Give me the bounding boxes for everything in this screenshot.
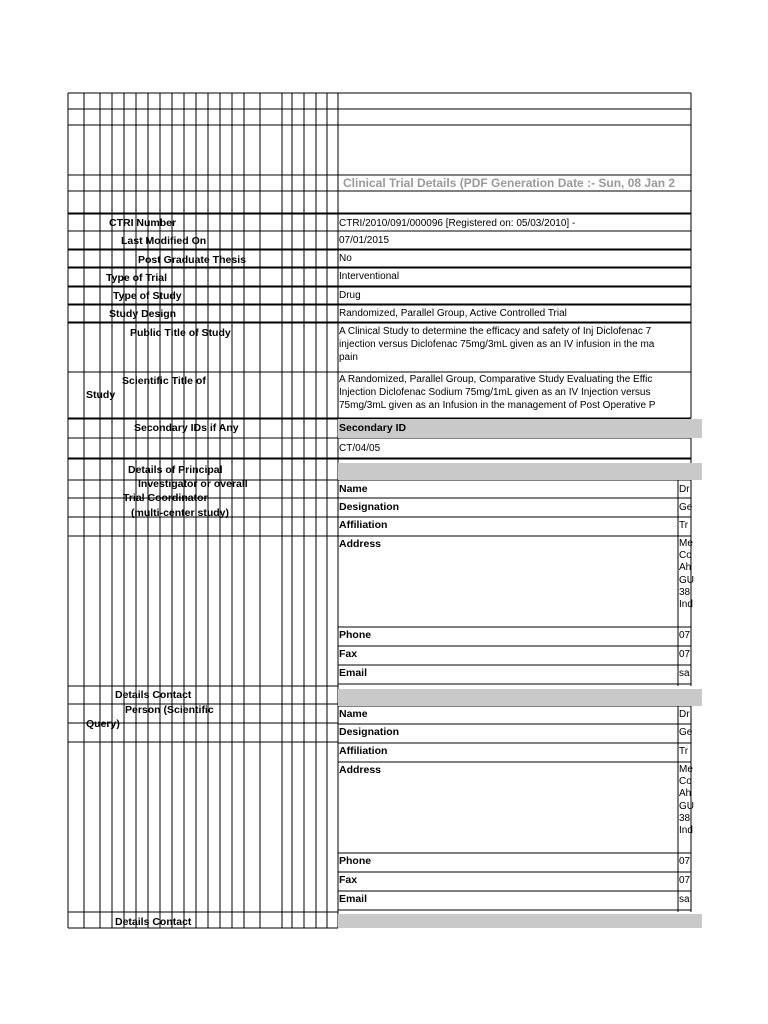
pi-address-line: Ind <box>679 599 693 611</box>
secondary-ids-label: Secondary IDs if Any <box>134 422 239 434</box>
pi-designation-label: Designation <box>339 501 400 513</box>
pi-fax-label: Fax <box>339 648 358 660</box>
pi-address-line: GU <box>679 574 694 586</box>
public-title-line: A Clinical Study to determine the efficacy and safety of Inj Diclofenac 7 <box>339 326 652 337</box>
pi-email-label: Email <box>339 667 368 679</box>
sci-contact-label-3: Query) <box>86 718 120 730</box>
sci-name-label: Name <box>339 708 368 720</box>
sci-name-value: Dr <box>679 709 690 720</box>
type-of-trial-label: Type of Trial <box>106 272 168 284</box>
ctri-number-label: CTRI Number <box>109 217 177 229</box>
type-of-study-value: Drug <box>339 290 361 301</box>
sci-address-line: Co <box>679 776 692 788</box>
last-modified-value: 07/01/2015 <box>339 235 390 246</box>
pi-name-value: Dr <box>679 484 690 495</box>
public-title-line: pain <box>339 352 358 363</box>
sci-address-line: Ah <box>679 788 692 800</box>
pi-section-label-2: Investigator or overall <box>138 478 248 490</box>
pi-address-line: Ah <box>679 562 692 574</box>
type-of-study-label: Type of Study <box>113 290 182 302</box>
sci-email-label: Email <box>339 893 368 905</box>
study-design-label: Study Design <box>109 308 177 320</box>
pi-address-line: Co <box>679 550 692 562</box>
sci-affiliation-label: Affiliation <box>339 745 388 757</box>
pi-section-label-4: (multi-center study) <box>131 507 230 519</box>
ctri-number-value: CTRI/2010/091/000096 [Registered on: 05/03/2010] - <box>339 218 576 229</box>
pi-affiliation-value: Tr <box>679 520 689 531</box>
sci-designation-value: Ge <box>679 727 693 738</box>
public-title-value <box>339 325 691 364</box>
pi-fax-value: 07 <box>679 649 691 660</box>
last-modified-label: Last Modified On <box>121 235 207 247</box>
sci-phone-value: 07 <box>679 856 691 867</box>
sci-address-line: GU <box>679 800 694 812</box>
pi-designation-value: Ge <box>679 502 693 513</box>
pi-affiliation-label: Affiliation <box>339 519 388 531</box>
sci-contact-label-2: Person (Scientific <box>125 704 214 716</box>
scientific-title-value <box>339 373 691 412</box>
sci-designation-label: Designation <box>339 726 400 738</box>
sci-email-value: sa <box>679 894 690 905</box>
sci-fax-label: Fax <box>339 874 358 886</box>
scientific-title-line: 75mg/3mL given as an Infusion in the management of Post Operative P <box>339 400 656 411</box>
public-title-line: injection versus Diclofenac 75mg/3mL given as an IV infusion in the ma <box>339 339 655 350</box>
sci-affiliation-value: Tr <box>679 746 689 757</box>
next-shaded-cell <box>338 914 702 928</box>
pg-thesis-label: Post Graduate Thesis <box>138 254 246 266</box>
study-design-value: Randomized, Parallel Group, Active Controlled Trial <box>339 308 567 319</box>
next-section-label: Details Contact <box>115 916 192 928</box>
pi-phone-value: 07 <box>679 630 691 641</box>
pi-shaded-cell <box>338 463 702 480</box>
pi-address-line: Me <box>679 538 693 549</box>
sci-address-line: Ind <box>679 825 693 837</box>
pi-name-label: Name <box>339 483 368 495</box>
sci-address-line: Me <box>679 764 693 775</box>
pi-address-line: 38 <box>679 586 691 598</box>
pi-email-value: sa <box>679 668 690 679</box>
sci-fax-value: 07 <box>679 875 691 886</box>
sci-contact-label-1: Details Contact <box>115 689 192 701</box>
scientific-title-line: Injection Diclofenac Sodium 75mg/1mL given as an IV Injection versus <box>339 387 651 398</box>
type-of-trial-value: Interventional <box>339 271 400 282</box>
pg-thesis-value: No <box>339 253 352 264</box>
secondary-id-header: Secondary ID <box>339 422 407 434</box>
pi-phone-label: Phone <box>339 629 372 641</box>
sci-address-line: 38 <box>679 812 691 824</box>
sci-address-value <box>679 764 694 837</box>
pi-section-label-3: Trial Coordinator <box>123 492 208 504</box>
pi-address-label: Address <box>339 538 382 550</box>
secondary-id-value: CT/04/05 <box>339 443 381 454</box>
scientific-title-line: A Randomized, Parallel Group, Comparative Study Evaluating the Effic <box>339 374 653 385</box>
sci-address-label: Address <box>339 764 382 776</box>
pi-section-label-1: Details of Principal <box>128 464 223 476</box>
public-title-label: Public Title of Study <box>130 327 231 339</box>
sci-phone-label: Phone <box>339 855 372 867</box>
pi-address-value <box>679 538 694 611</box>
scientific-title-label-cont: Study <box>86 389 116 401</box>
page-banner: Clinical Trial Details (PDF Generation Date :- Sun, 08 Jan 2 <box>343 176 676 190</box>
scientific-title-label: Scientific Title of <box>122 375 206 387</box>
sci-shaded-cell <box>338 689 702 706</box>
